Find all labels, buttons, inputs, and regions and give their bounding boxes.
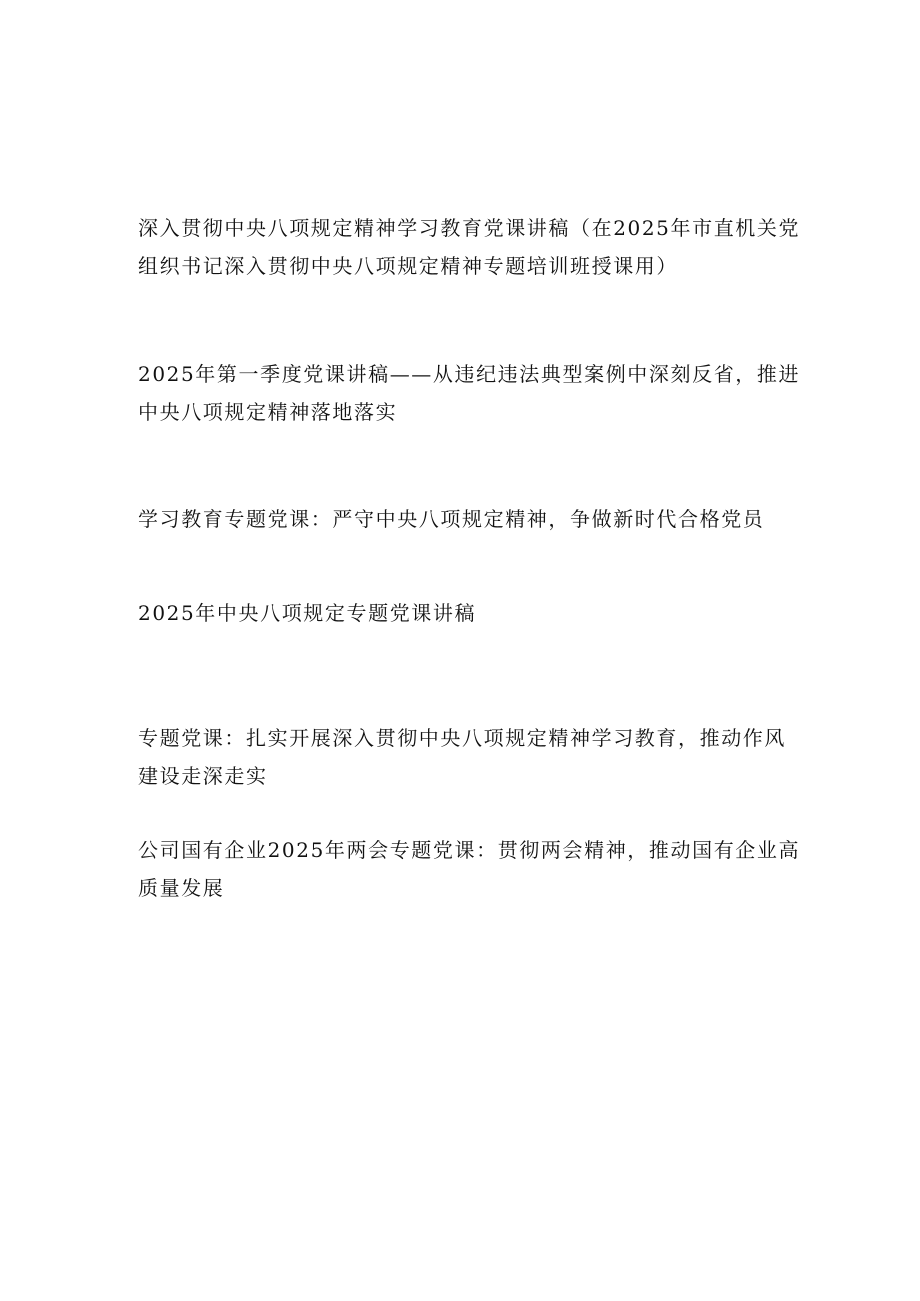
document-title-entry (138, 719, 798, 795)
title-line: 深入贯彻中央八项规定精神学习教育党课讲稿（在2025年市直机关党 (138, 216, 801, 240)
document-title-entry (138, 594, 798, 632)
title-line: 中央八项规定精神落地落实 (138, 400, 398, 424)
title-line: 质量发展 (138, 876, 225, 900)
title-line: 2025年第一季度党课讲稿——从违纪违法典型案例中深刻反省，推进 (138, 362, 801, 386)
title-line: 学习教育专题党课：严守中央八项规定精神，争做新时代合格党员 (138, 507, 765, 531)
document-title-entry (138, 355, 801, 431)
title-line: 公司国有企业2025年两会专题党课：贯彻两会精神，推动国有企业高 (138, 838, 801, 862)
title-line: 专题党课：扎实开展深入贯彻中央八项规定精神学习教育，推动作风 (138, 726, 786, 750)
title-line: 组织书记深入贯彻中央八项规定精神专题培训班授课用） (138, 254, 678, 278)
title-line: 2025年中央八项规定专题党课讲稿 (138, 601, 477, 625)
document-title-entry (138, 209, 801, 285)
document-title-entry (138, 500, 798, 538)
title-line: 建设走深走实 (138, 764, 268, 788)
document-title-entry (138, 831, 801, 907)
